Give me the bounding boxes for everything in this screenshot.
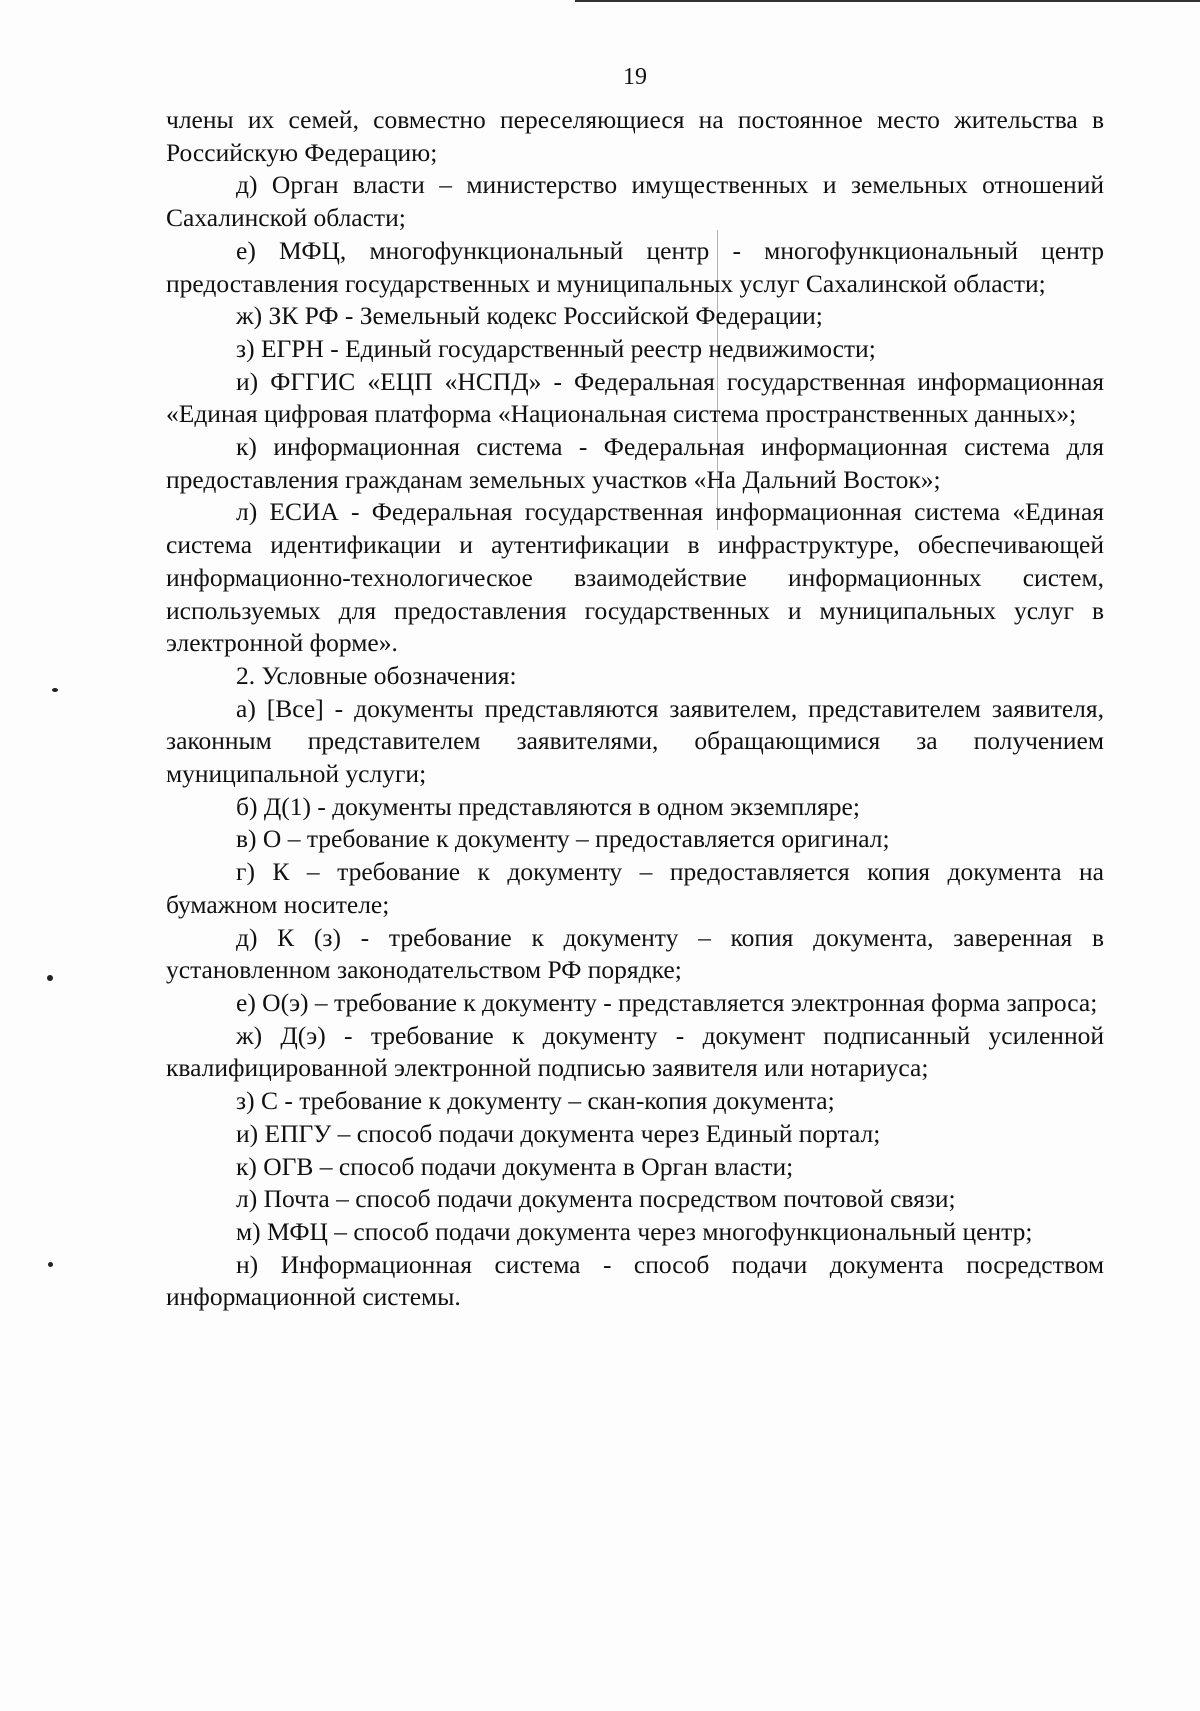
paragraph: е) О(э) – требование к документу - представляется электронная форма запроса; [236,987,1098,1017]
scan-speck [48,1262,53,1267]
paragraph: н) Информационная система - способ подачи документа посредством информационной системы. [166,1249,1104,1312]
paragraph: д) Орган власти – министерство имущественных и земельных отношений Сахалинской области; [166,170,1104,233]
scan-speck [52,688,58,692]
paragraph: а) [Все] - документы представляются заявителем, представителем заявителя, законным представителем заявителями, обращающимися за получением муниципальной услуги; [166,693,1104,789]
paragraph: л) ЕСИА - Федеральная государственная информационная система «Единая система идентификации и аутентификации в инфраструктуре, обеспечивающей информационно-технологическое взаимодействие информационных систем, используемых для предоставления государственных и муниципальных услуг в электронной форме». [166,497,1104,658]
paragraph: м) МФЦ – способ подачи документа через многофункциональный центр; [236,1216,1033,1246]
paragraph: е) МФЦ, многофункциональный центр - многофункциональный центр предоставления государственных и муниципальных услуг Сахалинской области; [166,235,1104,298]
paragraph: и) ФГГИС «ЕЦП «НСПД» - Федеральная государственная информационная «Единая цифровая платформа «Национальная система пространственных данных»; [166,366,1104,429]
paragraph: б) Д(1) - документы представляются в одном экземпляре; [236,791,860,821]
paragraph: и) ЕПГУ – способ подачи документа через Единый портал; [236,1118,881,1148]
paragraph: члены их семей, совместно переселяющиеся на постоянное место жительства в Российскую Федерацию; [166,105,1104,167]
top-edge-rule [575,0,1200,2]
scan-speck [47,975,53,981]
paragraph: л) Почта – способ подачи документа посредством почтовой связи; [236,1184,956,1214]
paragraph: в) О – требование к документу – предоставляется оригинал; [236,824,890,854]
paragraph: 2. Условные обозначения: [236,660,517,690]
paragraph: з) ЕГРН - Единый государственный реестр недвижимости; [236,333,876,363]
paragraph: к) информационная система - Федеральная информационная система для предоставления гражданам земельных участков «На Дальний Восток»; [166,432,1104,494]
document-body [166,104,1104,1314]
paragraph: г) К – требование к документу – предоставляется копия документа на бумажном носителе; [166,857,1104,919]
paragraph: к) ОГВ – способ подачи документа в Орган власти; [236,1151,794,1181]
paragraph: д) К (з) - требование к документу – копия документа, заверенная в установленном законодательством РФ порядке; [166,922,1104,985]
paragraph: з) С - требование к документу – скан-копия документа; [236,1086,835,1116]
page-number: 19 [623,64,647,90]
paragraph: ж) Д(э) - требование к документу - документ подписанный усиленной квалифицированной электронной подписью заявителя или нотариуса; [166,1020,1104,1083]
paragraph: ж) ЗК РФ - Земельный кодекс Российской Федерации; [236,301,823,331]
